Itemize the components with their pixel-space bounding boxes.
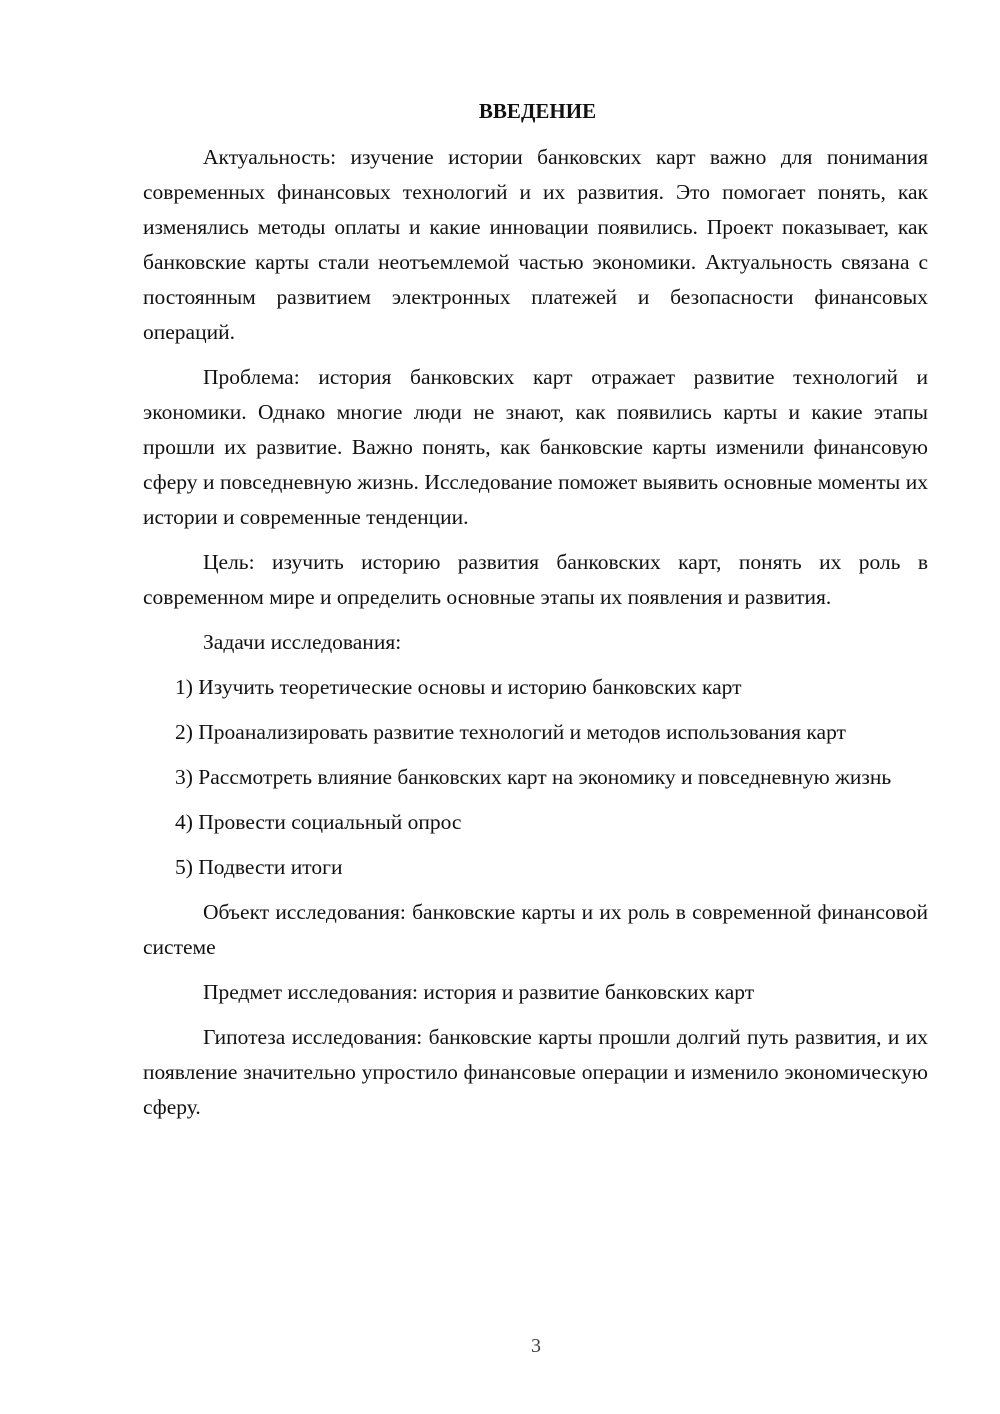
task-item: 5) Подвести итоги (175, 855, 343, 879)
subject-paragraph: Предмет исследования: история и развитие банковских карт (203, 980, 755, 1004)
tasks-list (143, 670, 928, 885)
task-item: 3) Рассмотреть влияние банковских карт на экономику и повседневную жизнь (175, 765, 892, 789)
problem-paragraph: Проблема: история банковских карт отражает развитие технологий и экономики. Однако многие люди не знают, как появились карты и какие этапы прошли их развитие. Важно понять, как банковские карты изменили финансовую сферу и повседневную жизнь. Исследование поможет выявить основные моменты их истории и современные тенденции. (143, 365, 928, 529)
object-paragraph: Объект исследования: банковские карты и их роль в современной финансовой системе (143, 900, 928, 959)
hypothesis-paragraph: Гипотеза исследования: банковские карты прошли долгий путь развития, и их появление значительно упростило финансовые операции и изменило экономическую сферу. (143, 1025, 928, 1119)
page-number: 3 (531, 1335, 541, 1357)
relevance-paragraph: Актуальность: изучение истории банковских карт важно для понимания современных финансовых технологий и их развития. Это помогает понять, как изменялись методы оплаты и какие инновации появились. Проект показывает, как банковские карты стали неотъемлемой частью экономики. Актуальность связана с постоянным развитием электронных платежей и безопасности финансовых операций. (143, 145, 928, 344)
document-page (143, 96, 928, 1135)
task-item: 1) Изучить теоретические основы и историю банковских карт (175, 675, 742, 699)
tasks-heading: Задачи исследования: (203, 630, 402, 654)
goal-paragraph: Цель: изучить историю развития банковских карт, понять их роль в современном мире и определить основные этапы их появления и развития. (143, 550, 928, 609)
task-item: 2) Проанализировать развитие технологий и методов использования карт (175, 720, 846, 744)
page-title: ВВЕДЕНИЕ (478, 99, 597, 123)
task-item: 4) Провести социальный опрос (175, 810, 462, 834)
